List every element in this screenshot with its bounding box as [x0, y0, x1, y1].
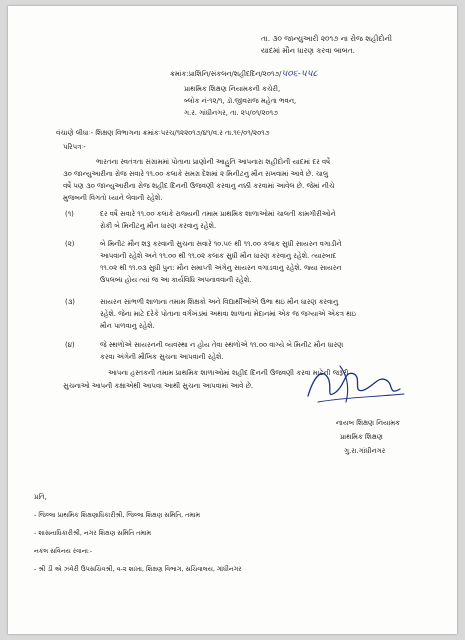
subject-line-2: યાદમાં મૌન ધારણ કરવા બાબત.: [261, 46, 355, 55]
point-number: (૩): [65, 298, 75, 306]
officer-signature: [300, 356, 420, 414]
office-address: બ્લોક નં-૧૨/૧, ડૉ.જીવરાજ મહેતા ભવન,: [184, 97, 297, 105]
point-line: આપવાની રહેશે અને ૧૧.૦૦ થી ૧૧.૦૨ કલાક સુધી મૌન ધારણ કરવાનુ રહેશે. ત્યારબાદ: [100, 252, 337, 260]
point-line: સાયરન સાંભળી શાળાના તમામ શિક્ષકો અને વિદ્યાર્થીઓએ ઉભા થઇ મૌન ધારણ કરવાનુ: [100, 298, 339, 306]
intro-line: ભારતના સ્વતંત્રતા સંગ્રામમાં પોતાના પ્રાણોની આહુતિ આપનારા શહીદોની યાદમાં દર વર્ષે: [96, 158, 331, 166]
recipients-label: પ્રતિ,: [34, 493, 47, 501]
closing-line: આપના હસ્તકની તમામ પ્રાથમિક શાળાઓમાં શહીદ દિનની ઉજવણી કરવા માટેની જરૂરી: [108, 369, 349, 377]
point-line: રહેશે. જેના માટે દરેકે પોતાના વર્ગખંડમાં અથવા શાળાના મેદાનમાં એક જ જગ્યાએ એકત્ર થઇ: [100, 310, 356, 318]
reference-number: [170, 70, 318, 79]
point-number: (૪): [65, 341, 75, 349]
closing-line: સુચનાઓ આપની કક્ષાએથી આપવા આથી સુચના આપવામાં આવે છે.: [63, 382, 254, 390]
reference-number-handwritten: ૫૦૬-૫૫૮: [281, 69, 318, 79]
signatory-department: પ્રાથમિક શિક્ષણ: [340, 433, 383, 441]
point-line: ૧૧.૦૨ થી ૧૧.૦૩ સુધી પુન: મૌન સમાપ્તી અંગેનુ સાયરન વગાડવાનુ રહેશે. જ્યા સાયરન: [100, 264, 342, 272]
intro-line: મુજબની વિગતો ધ્યાને લેવાની રહેશે.: [63, 194, 163, 202]
point-line: મૌન પાળવાનુ રહેશે.: [100, 322, 155, 330]
point-line: દર વર્ષે સવારે ૧૧.૦૦ કલાકે રાજ્યની તમામ પ્રાથમિક શાળાઓમાં ચાલતી કામગીરીઓને: [100, 210, 336, 218]
point-number: (૧): [65, 210, 74, 218]
point-line: કરવા અંગેની મૌખિક સુચના આપવાની રહેશે.: [100, 353, 224, 361]
circular-label: પરિપત્રઃ-: [63, 143, 86, 151]
office-name: પ્રાથમિક શિક્ષણ નિયામકની કચેરી,: [184, 85, 281, 93]
copy-to-item: - શ્રી ડી એ ઝવેરી ઉપસચિવશ્રી, વ-૨ શાખા, શિક્ષણ વિભાગ, સચિવાલય, ગાંધીનગર: [34, 565, 242, 573]
place-date: ગ.ર. ગાંધીનગર, તા. ૨૫/૦૧/૨૦૧૭: [184, 109, 278, 117]
copy-to-label: નકલ સવિનય રવાનાઃ-: [34, 547, 93, 555]
read-reference: વંચાણે લીધાઃ- શિક્ષણ વિભાગના ક્રમાંકઃપરચ/૧૨૨૦૧૭/૪૧/વ.ર તા.૧૯/૦૧/૨૦૧૭: [56, 129, 270, 137]
point-line: જે સ્થળોએ સાયરનની વ્યવસ્થા ન હોય તેવા સ્થળોએ ૧૧.૦૦ વાગ્યે બે મિનીટ મૌન ધારણ: [100, 341, 344, 349]
intro-line: વર્ષે પણ ૩૦ જાન્યુઆરીના રોજ શહીદ દિનની ઉજવણી કરવાનુ નક્કી કરવામાં આવેલ છે. જેમાં નીચે: [63, 182, 335, 190]
signatory-title: નાયબ શિક્ષણ નિયામક: [336, 419, 401, 427]
letter-page: [8, 6, 457, 634]
recipient-item: - શાસનાધિકારીશ્રી, નગર શિક્ષણ સમિતિ તમામ: [34, 529, 151, 537]
signatory-location: ગુ.રા.ગાંધીનગર: [344, 447, 386, 455]
subject-line-1: તા. ૩૦ જાન્યુઆરી ૨૦૧૭ ના રોજ શહીદોની: [261, 34, 392, 43]
recipient-item: - જિલ્લા પ્રાથમિક શિક્ષણાધિકારીશ્રી, જિલ્લા શિક્ષણ સમિતિ, તમામ: [34, 511, 200, 519]
point-number: (૨): [65, 240, 75, 248]
point-line: ઉપલબ્ધ હોય ત્યાં જ આ કાર્યવિધિ અપનાવવાની રહેશે.: [100, 276, 252, 284]
point-line: બે મિનીટ મૌન શરૂ કરવાની સુચના સવારે ૧૦.૫૯ થી ૧૧.૦૦ કલાક સુધી સાયરન વગાડીને: [100, 240, 342, 248]
point-line: રોકી બે મિનીટનુ મૌન ધારણ કરવાનુ રહેશે.: [100, 222, 217, 230]
intro-line: ૩૦ જાન્યુઆરીના રોજ સવારે ૧૧.૦૦ કલાકે સમગ્ર દેશમાં ૨ મિનીટનુ મૌન રાખવામાં આવે છે. ચાલુ: [63, 170, 329, 178]
reference-number-printed: ક્રમાંક:પ્રાશિનિ/સંકલન/શહીદદિન/૨૦૧૭/: [170, 70, 282, 78]
